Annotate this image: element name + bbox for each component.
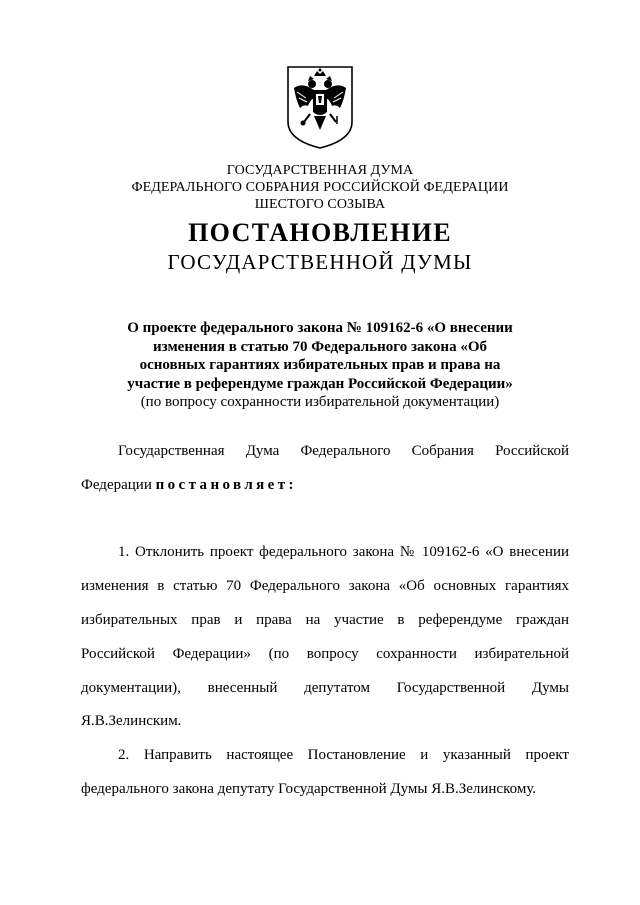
paragraph-gap (81, 505, 569, 539)
item1-line-4: Российской Федерации» (по вопросу сохранности избирательной (81, 645, 569, 662)
issuer-line-3: ШЕСТОГО СОЗЫВА (254, 197, 386, 212)
issuer-line-1: ГОСУДАРСТВЕННАЯ ДУМА (226, 163, 414, 178)
item1-line-2: изменения в статью 70 Федерального закона «Об основных гарантиях (81, 578, 569, 595)
preamble-line-2 (81, 471, 569, 505)
subject-line-4: участие в референдуме граждан Российской Федерации» (127, 375, 513, 392)
subject-heading (0, 319, 640, 412)
preamble-word: Федерального (300, 443, 391, 459)
issuer-header (0, 162, 640, 213)
state-emblem-icon (284, 64, 356, 150)
item1-line-3: избирательных прав и права на участие в референдуме граждан (81, 611, 569, 628)
preamble-federation: Федерации (81, 476, 152, 493)
preamble-word: Собрания (411, 443, 474, 459)
preamble-word: Дума (245, 443, 280, 459)
item2-line-2: федерального закона депутату Государственной Думы Я.В.Зелинскому. (81, 780, 537, 797)
subject-line-1: О проекте федерального закона № 109162-6 «О внесении (127, 320, 513, 336)
preamble-word: Российской (495, 443, 570, 459)
issuer-line-2: ФЕДЕРАЛЬНОГО СОБРАНИЯ РОССИЙСКОЙ ФЕДЕРАЦИИ (131, 180, 509, 195)
subject-line-3: основных гарантиях избирательных прав и права на (139, 357, 501, 373)
preamble-line-1 (81, 437, 569, 471)
document-body (81, 437, 569, 809)
item2-line-1: 2. Направить настоящее Постановление и указанный проект (118, 747, 569, 764)
item1-line-6: Я.В.Зелинским. (81, 713, 182, 730)
item1-line-1: 1. Отклонить проект федерального закона № 109162-6 «О внесении (118, 544, 569, 561)
subject-line-5: (по вопросу сохранности избирательной документации) (140, 394, 500, 410)
preamble-verb: постановляет: (155, 476, 297, 493)
subject-line-2: изменения в статью 70 Федерального закона «Об (153, 338, 487, 355)
document-title: ПОСТАНОВЛЕНИЕ (188, 218, 452, 247)
preamble-word: Государственная (118, 443, 225, 459)
item1-line-5: документации), внесенный депутатом Государственной Думы (81, 679, 569, 696)
document-subtitle: ГОСУДАРСТВЕННОЙ ДУМЫ (167, 250, 473, 274)
